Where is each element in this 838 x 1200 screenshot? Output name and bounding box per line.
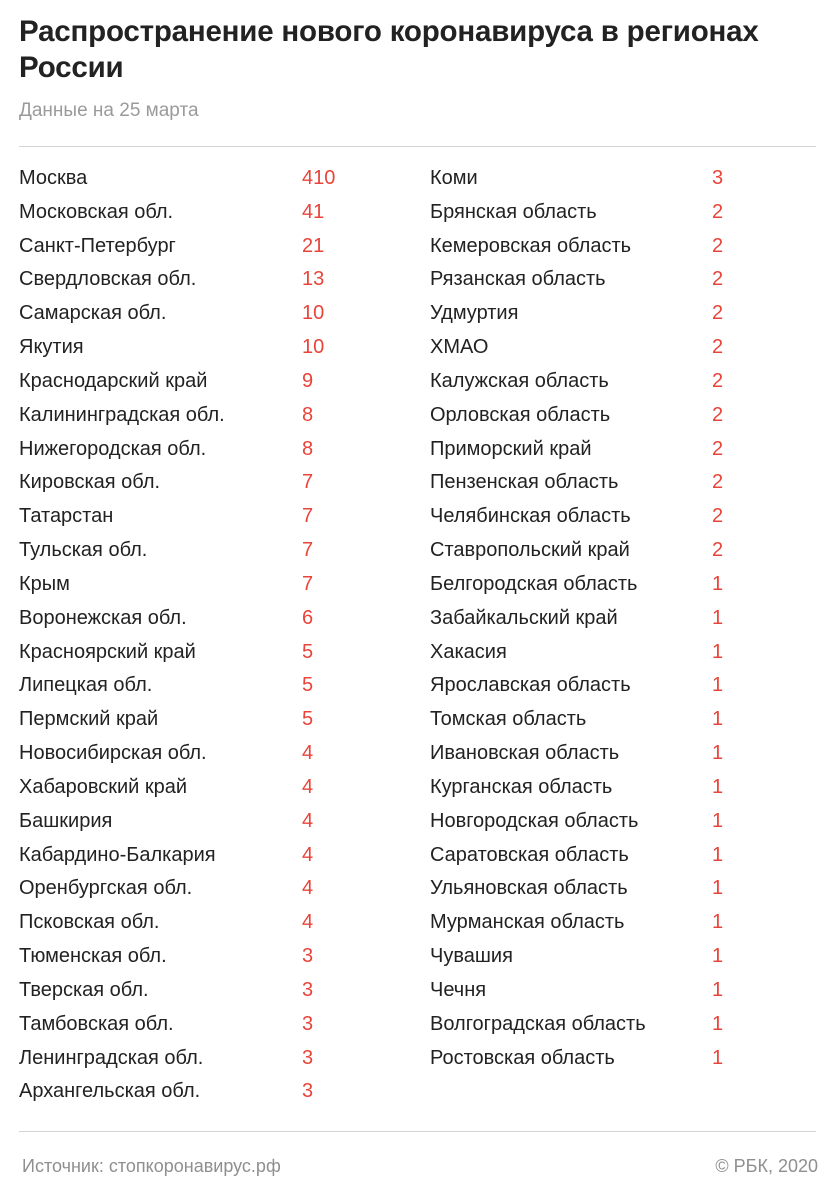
case-count: 8	[302, 403, 314, 426]
region-name: Приморский край	[430, 437, 592, 460]
table-row	[19, 1041, 349, 1075]
case-count: 9	[302, 369, 314, 392]
table-row	[430, 871, 730, 905]
case-count: 2	[712, 336, 724, 359]
region-name: Новгородская область	[430, 809, 639, 832]
region-name: Орловская область	[430, 403, 611, 426]
table-row	[430, 905, 730, 939]
table-row	[19, 195, 349, 229]
case-count: 1	[712, 843, 724, 866]
case-count: 3	[712, 167, 724, 189]
region-name: Санкт-Петербург	[19, 234, 176, 257]
region-name: Удмуртия	[430, 302, 519, 325]
region-name: Крым	[19, 572, 70, 595]
table-row	[430, 635, 730, 669]
region-name: Саратовская область	[430, 843, 629, 866]
region-name: Свердловская обл.	[19, 268, 197, 291]
case-count: 7	[302, 572, 314, 595]
case-count: 7	[302, 505, 314, 528]
table-row	[430, 567, 730, 601]
table-row	[430, 296, 730, 330]
table-row	[19, 939, 349, 973]
table-row	[19, 804, 349, 838]
case-count: 2	[712, 268, 724, 291]
table-row	[430, 838, 730, 872]
case-count: 4	[302, 843, 314, 866]
region-name: Ивановская область	[430, 742, 620, 765]
table-row	[430, 804, 730, 838]
region-name: Белгородская область	[430, 572, 638, 595]
table-row	[19, 262, 349, 296]
table-row	[430, 398, 730, 432]
source-note: Источник: стопкоронавирус.рф	[22, 1156, 281, 1176]
table-row	[19, 229, 349, 263]
table-row	[19, 398, 349, 432]
table-row	[19, 905, 349, 939]
table-row	[19, 871, 349, 905]
region-name: Челябинская область	[430, 505, 631, 528]
case-count: 2	[712, 200, 724, 223]
region-name: Кировская обл.	[19, 471, 161, 494]
bottom-divider	[19, 1131, 816, 1132]
region-name: Краснодарский край	[19, 369, 208, 392]
table-row	[19, 838, 349, 872]
region-name: Брянская область	[430, 200, 597, 223]
case-count: 3	[302, 1046, 314, 1069]
case-count: 2	[712, 539, 724, 562]
table-row	[430, 601, 730, 635]
region-name: Нижегородская обл.	[19, 437, 207, 460]
case-count: 1	[712, 640, 724, 663]
case-count: 1	[712, 775, 724, 798]
region-name: Новосибирская обл.	[19, 742, 207, 765]
case-count: 2	[712, 302, 724, 325]
table-row	[430, 702, 730, 736]
case-count: 1	[712, 606, 724, 629]
table-row	[430, 736, 730, 770]
regions-column-left	[19, 161, 349, 1108]
table-row	[430, 973, 730, 1007]
table-row	[19, 465, 349, 499]
region-name: Мурманская область	[430, 911, 625, 934]
region-name: Тверская обл.	[19, 978, 149, 1001]
case-count: 4	[302, 877, 314, 900]
region-name: Пермский край	[19, 708, 159, 731]
case-count: 4	[302, 742, 314, 765]
copyright-note: © РБК, 2020	[715, 1156, 818, 1176]
table-row	[19, 973, 349, 1007]
table-row	[19, 432, 349, 466]
table-row	[19, 567, 349, 601]
table-row	[19, 702, 349, 736]
case-count: 13	[302, 268, 325, 291]
table-row	[430, 195, 730, 229]
table-row	[19, 161, 349, 195]
case-count: 4	[302, 911, 314, 934]
case-count: 3	[302, 1080, 314, 1103]
table-row	[19, 533, 349, 567]
page-title: Распространение нового коронавируса в регионах России	[19, 15, 759, 84]
region-name: Тюменская обл.	[19, 945, 167, 968]
case-count: 21	[302, 234, 325, 257]
case-count: 2	[712, 369, 724, 392]
case-count: 5	[302, 640, 314, 663]
region-name: Тульская обл.	[19, 539, 148, 562]
region-name: Чечня	[430, 978, 487, 1001]
region-name: Ленинградская обл.	[19, 1046, 204, 1069]
region-name: Башкирия	[19, 809, 113, 832]
case-count: 41	[302, 200, 325, 223]
table-row	[430, 1041, 730, 1075]
case-count: 410	[302, 167, 336, 189]
table-row	[19, 668, 349, 702]
region-name: Липецкая обл.	[19, 674, 153, 697]
table-row	[430, 1007, 730, 1041]
case-count: 1	[712, 1046, 724, 1069]
region-name: Оренбургская обл.	[19, 877, 193, 900]
region-name: Курганская область	[430, 775, 613, 798]
table-row	[19, 601, 349, 635]
table-row	[430, 533, 730, 567]
region-name: Кабардино-Балкария	[19, 843, 216, 866]
case-count: 10	[302, 302, 325, 325]
table-row	[19, 1007, 349, 1041]
region-name: Калужская область	[430, 369, 609, 392]
region-name: ХМАО	[430, 336, 489, 359]
region-name: Псковская обл.	[19, 911, 160, 934]
region-name: Забайкальский край	[430, 606, 618, 629]
table-row	[430, 364, 730, 398]
case-count: 2	[712, 505, 724, 528]
top-divider	[19, 146, 816, 147]
case-count: 3	[302, 1012, 314, 1035]
region-name: Ярославская область	[430, 674, 631, 697]
table-row	[430, 432, 730, 466]
data-date-subtitle: Данные на 25 марта	[19, 100, 199, 121]
region-name: Чувашия	[430, 945, 513, 968]
region-name: Пензенская область	[430, 471, 619, 494]
table-row	[19, 736, 349, 770]
table-row	[19, 296, 349, 330]
case-count: 3	[302, 945, 314, 968]
region-name: Воронежская обл.	[19, 606, 187, 629]
case-count: 2	[712, 403, 724, 426]
case-count: 2	[712, 471, 724, 494]
case-count: 2	[712, 437, 724, 460]
regions-column-right	[430, 161, 730, 1074]
table-row	[19, 330, 349, 364]
region-name: Москва	[19, 167, 88, 189]
case-count: 1	[712, 877, 724, 900]
case-count: 5	[302, 708, 314, 731]
region-name: Ростовская область	[430, 1046, 615, 1069]
case-count: 1	[712, 674, 724, 697]
region-name: Московская обл.	[19, 200, 174, 223]
table-row	[19, 770, 349, 804]
region-name: Коми	[430, 167, 478, 189]
case-count: 4	[302, 809, 314, 832]
case-count: 5	[302, 674, 314, 697]
region-name: Татарстан	[19, 505, 114, 528]
table-row	[19, 499, 349, 533]
case-count: 2	[712, 234, 724, 257]
region-name: Рязанская область	[430, 268, 606, 291]
case-count: 1	[712, 708, 724, 731]
region-name: Томская область	[430, 708, 587, 731]
case-count: 7	[302, 539, 314, 562]
table-row	[430, 262, 730, 296]
case-count: 1	[712, 572, 724, 595]
region-name: Самарская обл.	[19, 302, 167, 325]
table-row	[430, 330, 730, 364]
table-row	[430, 939, 730, 973]
region-name: Тамбовская обл.	[19, 1012, 174, 1035]
region-name: Калининградская обл.	[19, 403, 225, 426]
case-count: 1	[712, 809, 724, 832]
table-row	[430, 499, 730, 533]
region-name: Хакасия	[430, 640, 507, 663]
table-row	[430, 229, 730, 263]
case-count: 8	[302, 437, 314, 460]
case-count: 1	[712, 1012, 724, 1035]
case-count: 1	[712, 945, 724, 968]
table-row	[430, 465, 730, 499]
case-count: 1	[712, 911, 724, 934]
region-name: Ульяновская область	[430, 877, 628, 900]
case-count: 7	[302, 471, 314, 494]
table-row	[430, 161, 730, 195]
case-count: 10	[302, 336, 325, 359]
case-count: 4	[302, 775, 314, 798]
table-row	[19, 635, 349, 669]
region-name: Хабаровский край	[19, 775, 188, 798]
table-row	[430, 770, 730, 804]
region-name: Ставропольский край	[430, 539, 630, 562]
region-name: Якутия	[19, 336, 84, 359]
region-name: Красноярский край	[19, 640, 196, 663]
case-count: 3	[302, 978, 314, 1001]
region-name: Волгоградская область	[430, 1012, 646, 1035]
case-count: 1	[712, 978, 724, 1001]
case-count: 6	[302, 606, 314, 629]
case-count: 1	[712, 742, 724, 765]
region-name: Архангельская обл.	[19, 1080, 201, 1103]
region-name: Кемеровская область	[430, 234, 632, 257]
table-row	[19, 364, 349, 398]
table-row	[430, 668, 730, 702]
table-row	[19, 1074, 349, 1108]
